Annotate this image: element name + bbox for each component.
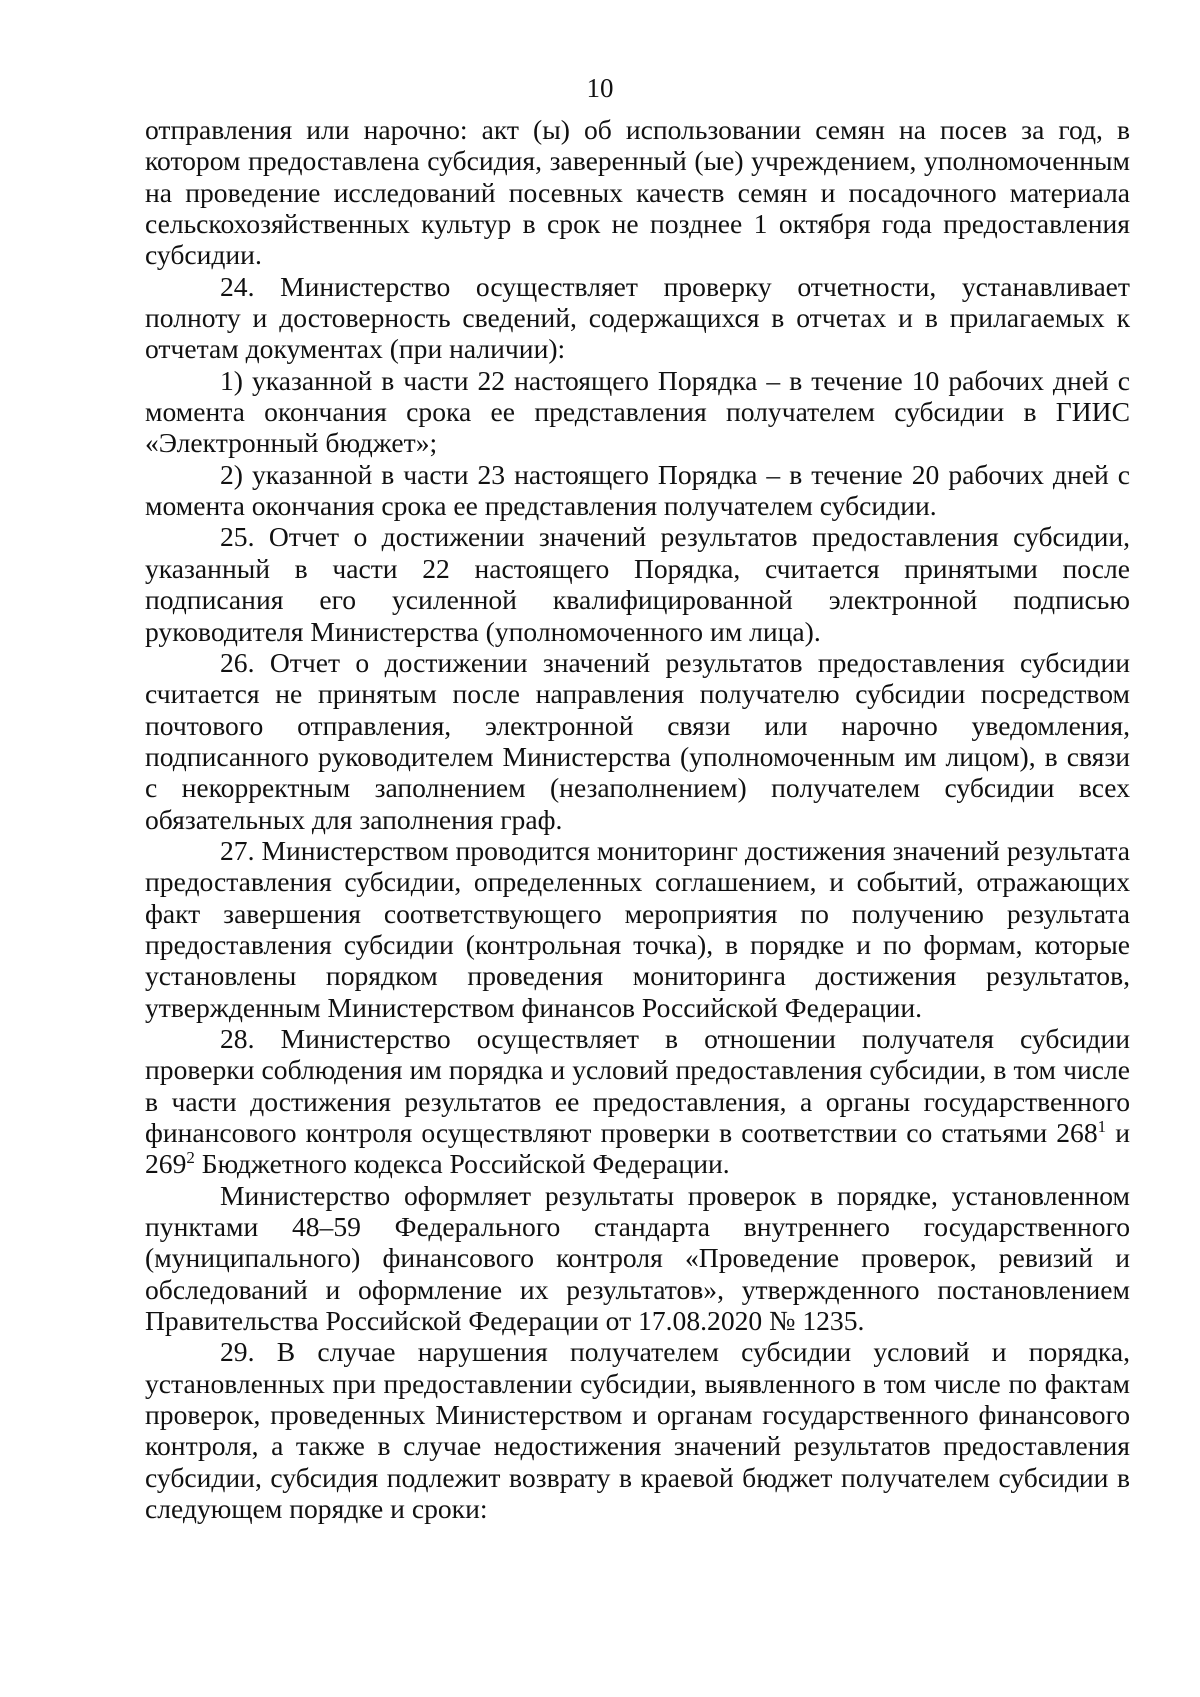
paragraph-24-item-2: 2) указанной в части 23 настоящего Порядка – в течение 20 рабочих дней с момента окончания срока ее представления получателем субсидии.	[145, 458, 1130, 522]
paragraph-24-item-1: 1) указанной в части 22 настоящего Порядка – в течение 10 рабочих дней с момента окончания срока ее представления получателем субсидии в ГИИС «Электронный бюджет»;	[145, 364, 1130, 459]
paragraph-27: 27. Министерством проводится мониторинг достижения значений результата предоставления субсидии, определенных соглашением, и событий, отражающих факт завершения соответствующего мероприятия по получению результата предоставления субсидии (контрольная точка), в порядке и по формам, которые установлены порядком проведения мониторинга достижения результатов, утвержденным Министерством финансов Российской Федерации.	[145, 834, 1130, 1023]
paragraph-24: 24. Министерство осуществляет проверку отчетности, устанавливает полноту и достоверность сведений, содержащихся в отчетах и в прилагаемых к отчетам документах (при наличии):	[145, 270, 1130, 365]
paragraph-28-text-after: Бюджетного кодекса Российской Федерации.	[194, 1148, 730, 1180]
paragraph-28-text-middle: и 269	[145, 1117, 1130, 1180]
page-number: 10	[586, 73, 614, 103]
paragraph-28-superscript-1: 1	[1097, 1116, 1107, 1136]
paragraph-29: 29. В случае нарушения получателем субсидии условий и порядка, установленных при предоставлении субсидии, выявленного в том числе по фактам проверок, проведенных Министерством и органам государственного финансового контроля, а также в случае недостижения значений результатов предоставления субсидии, субсидия подлежит возврату в краевой бюджет получателем субсидии в следующем порядке и сроки:	[145, 1336, 1130, 1525]
paragraph-28-continuation: Министерство оформляет результаты проверок в порядке, установленном пунктами 48–59 Федерального стандарта внутреннего государственного (муниципального) финансового контроля «Проведение проверок, ревизий и обследований и оформление их результатов», утвержденного постановлением Правительства Российской Федерации от 17.08.2020 № 1235.	[145, 1179, 1130, 1337]
body-text	[145, 114, 1130, 1524]
paragraph-25: 25. Отчет о достижении значений результатов предоставления субсидии, указанный в части 22 настоящего Порядка, считается принятыми после подписания его усиленной квалифицированной электронной подписью руководителя Министерства (уполномоченного им лица).	[145, 521, 1130, 647]
paragraph-28-text-before: 28. Министерство осуществляет в отношении получателя субсидии проверки соблюдения им порядка и условий предоставления субсидии, в том числе в части достижения результатов ее предоставления, а органы государственного финансового контроля осуществляют проверки в соответствии со статьями 268	[145, 1022, 1130, 1148]
paragraph-continuation: отправления или нарочно: акт (ы) об использовании семян на посев за год, в котором предоставлена субсидия, заверенный (ые) учреждением, уполномоченным на проведение исследований посевных качеств семян и посадочного материала сельскохозяйственных культур в срок не позднее 1 октября года предоставления субсидии.	[145, 114, 1130, 271]
paragraph-26: 26. Отчет о достижении значений результатов предоставления субсидии считается не принятым после направления получателю субсидии посредством почтового отправления, электронной связи или нарочно уведомления, подписанного руководителем Министерства (уполномоченным им лицом), в связи с некорректным заполнением (незаполнением) получателем субсидии всех обязательных для заполнения граф.	[145, 646, 1130, 835]
paragraph-28-superscript-2: 2	[186, 1148, 195, 1168]
paragraph-28	[145, 1023, 1130, 1180]
